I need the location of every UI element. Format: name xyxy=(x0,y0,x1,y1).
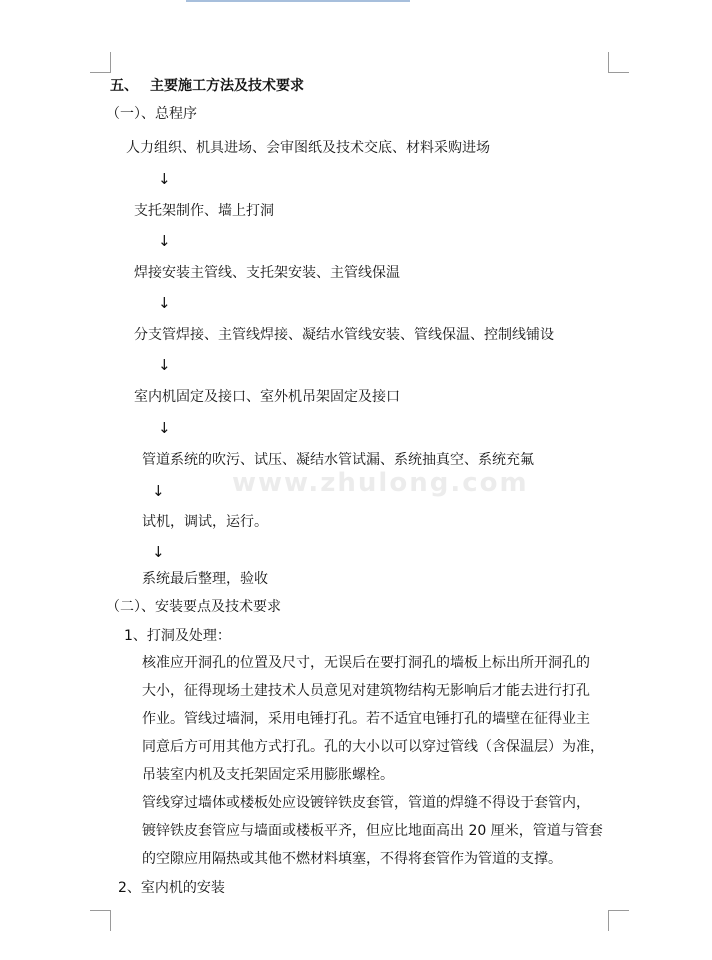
flow-step-1: 人力组织、机具进场、会审图纸及技术交底、材料采购进场 xyxy=(126,140,490,156)
flow-step-6: 管道系统的吹污、试压、凝结水管试漏、系统抽真空、系统充氟 xyxy=(142,452,534,468)
item1-para2-line: 镀锌铁皮套管应与墙面或楼板平齐，但应比地面高出 20 厘米，管道与管套 xyxy=(142,823,603,839)
corner-mark-bottom-left xyxy=(90,910,111,931)
flow-arrow-icon: ↓ xyxy=(152,482,165,500)
flow-step-8: 系统最后整理，验收 xyxy=(142,571,268,587)
item2-title: 2、室内机的安装 xyxy=(118,880,225,896)
item1-para1-line: 吊装室内机及支托架固定采用膨胀螺栓。 xyxy=(142,767,394,783)
flow-arrow-icon: ↓ xyxy=(152,543,165,561)
section-title: 主要施工方法及技术要求 xyxy=(150,78,304,94)
flow-arrow-icon: ↓ xyxy=(158,294,171,312)
corner-mark-top-right xyxy=(608,52,629,73)
flow-arrow-icon: ↓ xyxy=(158,170,171,188)
install-heading: （二）、安装要点及技术要求 xyxy=(106,599,281,615)
item1-title: 1、打洞及处理： xyxy=(124,628,231,644)
flow-step-2: 支托架制作、墙上打洞 xyxy=(134,203,274,219)
flow-step-5: 室内机固定及接口、室外机吊架固定及接口 xyxy=(134,389,400,405)
flow-step-7: 试机，调试，运行。 xyxy=(142,514,268,530)
page-top-bar xyxy=(186,0,410,2)
watermark: www.zhulong.com xyxy=(232,468,529,498)
flow-arrow-icon: ↓ xyxy=(158,232,171,250)
item1-para1-line: 核准应开洞孔的位置及尺寸，无误后在要打洞孔的墙板上标出所开洞孔的 xyxy=(142,655,590,671)
flow-step-4: 分支管焊接、主管线焊接、凝结水管线安装、管线保温、控制线铺设 xyxy=(134,327,554,343)
flow-arrow-icon: ↓ xyxy=(158,419,171,437)
section-number: 五、 xyxy=(110,78,138,94)
item1-para1-line: 同意后方可用其他方式打孔。孔的大小以可以穿过管线（含保温层）为准， xyxy=(142,739,604,755)
item1-para1-line: 大小，征得现场土建技术人员意见对建筑物结构无影响后才能去进行打孔 xyxy=(142,683,590,699)
item1-para2-line: 的空隙应用隔热或其他不燃材料填塞，不得将套管作为管道的支撑。 xyxy=(142,851,562,867)
corner-mark-bottom-right xyxy=(608,910,629,931)
flow-step-3: 焊接安装主管线、支托架安装、主管线保温 xyxy=(134,265,400,281)
item1-para2-line: 管线穿过墙体或楼板处应设镀锌铁皮套管，管道的焊缝不得设于套管内， xyxy=(142,795,590,811)
flow-arrow-icon: ↓ xyxy=(158,356,171,374)
corner-mark-top-left xyxy=(90,52,111,73)
general-heading: （一）、总程序 xyxy=(106,106,197,122)
item1-para1-line: 作业。管线过墙洞，采用电锤打孔。若不适宜电锤打孔的墙壁在征得业主 xyxy=(142,711,590,727)
